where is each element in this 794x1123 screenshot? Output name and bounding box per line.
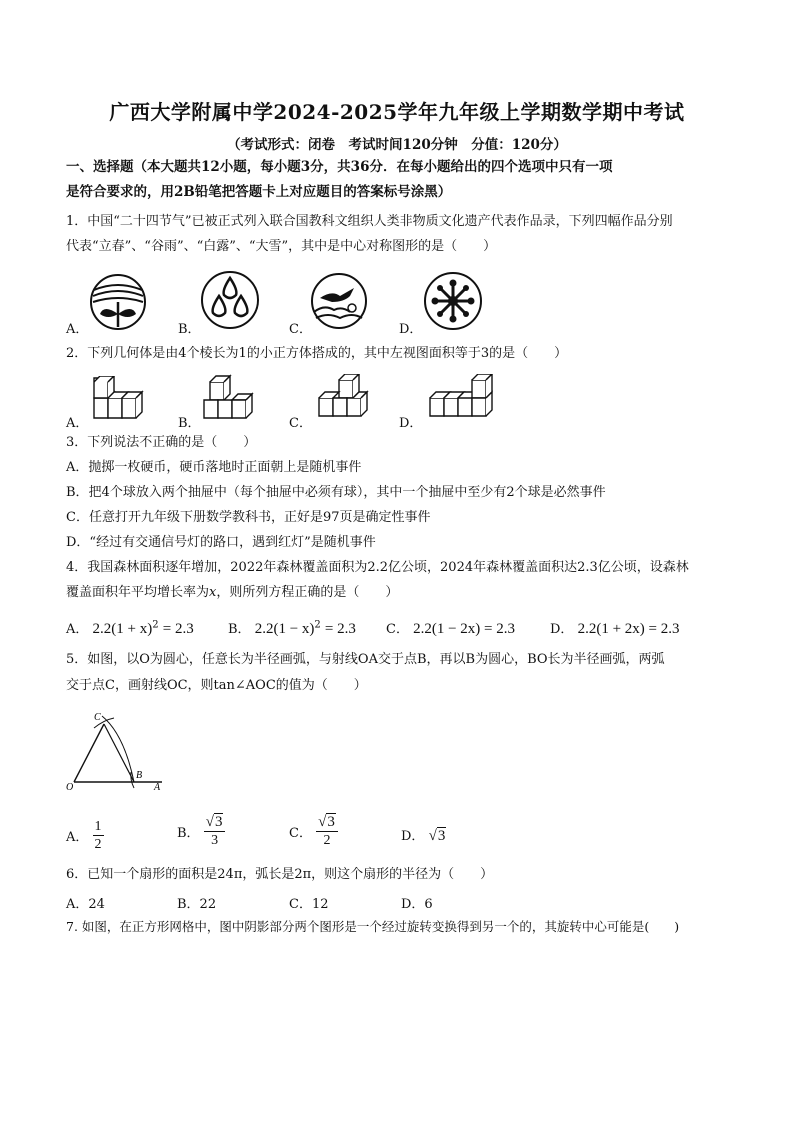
q4-option-a-rhs: = 2.3: [162, 621, 194, 637]
q5-option-b-numerator: [204, 814, 226, 832]
q4-line2-start: 覆盖面积年平均增长率为: [66, 585, 210, 600]
bailu-figure: [310, 272, 368, 330]
section-heading-line2: 是符合要求的，用2B铅笔把答题卡上对应题目的答案标号涂黑）: [66, 184, 452, 200]
q1-option-d-label: D．: [399, 322, 423, 337]
q5-option-b-denominator: 3: [211, 833, 219, 848]
q2-text-line1: 2．下列几何体是由4个棱长为1的小正方体搭成的，其中左视图面积等于3的是（ ）: [66, 346, 568, 361]
q5-option-b-sqrt-sign: √: [205, 814, 214, 830]
q2-solid-d: [426, 374, 506, 422]
q5-option-a: [66, 818, 104, 853]
q2-solid-b: [200, 374, 260, 422]
exam-info: （考试形式：闭卷 考试时间120分钟 分值：120分）: [227, 137, 567, 153]
q3-option-c: C．任意打开九年级下册数学教科书，正好是97页是确定性事件: [66, 510, 431, 525]
q2-option-c-label: C．: [289, 416, 312, 431]
q4-option-d-label: D．: [550, 622, 574, 637]
q2-option-a-label: A．: [66, 416, 89, 431]
q5-option-c-sqrt-sign: √: [318, 814, 327, 830]
q5-option-b: [177, 814, 225, 849]
q6-option-a: A．24: [66, 897, 105, 912]
q4-option-b-label: B．: [228, 622, 251, 637]
q4-line2-end: ，则所列方程正确的是（ ）: [216, 585, 399, 600]
q5-option-c-fraction: [316, 814, 338, 849]
q1-text-line2: 代表“立春”、“谷雨”、“白露”、“大雪”，其中是中心对称图形的是（ ）: [66, 239, 497, 254]
q4-option-c: [386, 618, 515, 638]
q4-option-c-expr: 2.2(1 − 2x) = 2.3: [413, 621, 516, 637]
q4-option-b-exp: 2: [314, 619, 321, 631]
q1-option-a-label: A．: [66, 322, 89, 337]
q4-option-a-label: A．: [66, 622, 89, 637]
q4-option-b: [228, 618, 356, 638]
q5-option-a-numerator: 1: [94, 819, 102, 834]
q5-option-d-sqrt: [429, 827, 447, 844]
q2-option-d-label: D．: [399, 416, 423, 431]
q3-text-line1: 3．下列说法不正确的是（ ）: [66, 435, 257, 450]
page-title: 广西大学附属中学2024-2025学年九年级上学期数学期中考试: [109, 100, 685, 124]
q5-option-c-numerator: [316, 814, 338, 832]
q4-option-b-rhs: = 2.3: [324, 621, 356, 637]
q5-option-a-label: A．: [66, 830, 89, 845]
q1-option-b-label: B．: [178, 322, 201, 337]
q4-text-line2: [66, 584, 398, 602]
q6-text-line1: 6．已知一个扇形的面积是24π，弧长是2π，则这个扇形的半径为（ ）: [66, 867, 494, 882]
q4-option-a: [66, 618, 194, 638]
q5-option-d-label: D．: [401, 829, 425, 844]
q5-label-o: O: [66, 782, 74, 792]
q3-option-b: B．把4个球放入两个抽屉中（每个抽屉中必须有球），其中一个抽屉中至少有2个球是必然事件: [66, 485, 606, 500]
daxue-figure: [423, 271, 483, 331]
q4-variable-x: x: [209, 585, 217, 600]
q2-solid-a: [88, 376, 158, 424]
q5-option-d-radicand: 3: [437, 828, 446, 844]
q5-option-c-radicand: 3: [327, 814, 335, 830]
q5-option-a-denominator: 2: [94, 837, 102, 852]
q5-construction-figure: [64, 706, 174, 792]
q4-option-a-exp: 2: [152, 619, 159, 631]
q5-option-c: [289, 814, 338, 849]
q4-option-d-expr: 2.2(1 + 2x) = 2.3: [577, 621, 680, 637]
q4-option-b-expr: 2.2(1 − x): [254, 621, 315, 637]
q5-label-a: A: [154, 782, 161, 792]
q5-text-line1: 5．如图，以O为圆心，任意长为半径画弧，与射线OA交于点B，再以B为圆心，BO长为半径画弧，两弧: [66, 652, 665, 667]
q5-option-c-denominator: 2: [323, 833, 331, 848]
q2-option-b-label: B．: [178, 416, 201, 431]
q6-option-b: B．22: [177, 897, 217, 912]
q5-option-d: [401, 825, 446, 845]
q1-option-c-label: C．: [289, 322, 312, 337]
q3-option-d: D．“经过有交通信号灯的路口，遇到红灯”是随机事件: [66, 535, 376, 550]
q5-text-line2: 交于点C，画射线OC，则tan∠AOC的值为（ ）: [66, 678, 367, 693]
q7-text-line1: 7. 如图，在正方形网格中，图中阴影部分两个图形是一个经过旋转变换得到另一个的，其旋转中心可能是( ): [66, 919, 680, 934]
q4-option-c-label: C．: [386, 622, 409, 637]
q5-option-c-label: C．: [289, 826, 312, 841]
section-heading-line1: 一、选择题（本大题共12小题，每小题3分，共36分．在每小题给出的四个选项中只有一项: [66, 159, 613, 175]
q5-option-a-fraction: [93, 818, 104, 853]
q5-option-d-sqrt-sign: √: [428, 828, 437, 844]
q4-option-d: [550, 618, 680, 638]
q6-option-c: C．12: [289, 897, 329, 912]
q2-solid-c: [313, 374, 383, 422]
q1-text-line1: 1．中国“二十四节气”已被正式列入联合国教科文组织人类非物质文化遗产代表作品录，下列四幅作品分别: [66, 214, 673, 229]
q5-label-c: C: [94, 712, 101, 723]
q4-option-a-expr: 2.2(1 + x): [92, 621, 153, 637]
q4-text-line1: 4．我国森林面积逐年增加，2022年森林覆盖面积为2.2亿公顷，2024年森林覆盖面积达2.3亿公顷，设森林: [66, 560, 689, 575]
q3-option-a: A．抛掷一枚硬币，硬币落地时正面朝上是随机事件: [66, 460, 362, 475]
q5-option-b-fraction: [204, 814, 226, 849]
q5-option-b-radicand: 3: [214, 814, 223, 830]
q5-option-b-label: B．: [177, 826, 200, 841]
guyu-figure: [200, 270, 260, 330]
q5-label-b: B: [136, 770, 143, 781]
q6-option-d: D．6: [401, 897, 433, 912]
lichun-figure: [88, 272, 148, 332]
